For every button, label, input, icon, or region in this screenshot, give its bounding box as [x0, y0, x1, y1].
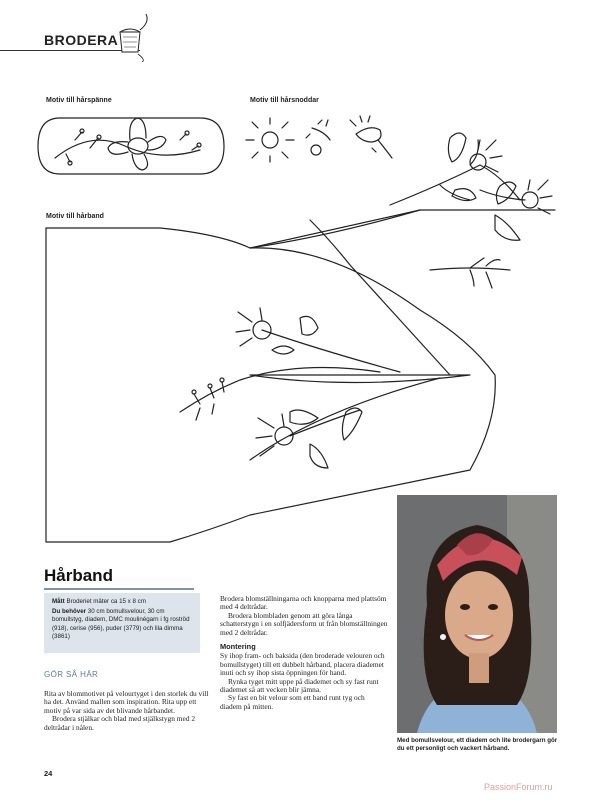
headband-photo: [397, 495, 557, 733]
caption-hair-clip: Motiv till hårspänne: [46, 97, 112, 104]
paragraph: Rynka tyget mitt uppe på diademet och sy fast runt diademet så att vecken blir jämna.: [220, 676, 379, 695]
instructions-column-1: [44, 690, 212, 732]
article-title: Hårband: [44, 566, 113, 585]
watermark: PassionForum.ru: [484, 782, 553, 792]
hair-tie-motifs: [246, 116, 392, 162]
section-label: BRODERA: [44, 32, 119, 48]
assembly-heading: Montering: [220, 642, 256, 652]
paragraph: Rita av blommotivet på velourtyget i den storlek du vill ha det. Använd mallen som inspiration. Rita upp ett motiv på var sida av det blivande hårbandet.: [44, 689, 209, 715]
instructions-column-2: [220, 595, 388, 711]
materials-infobox: [44, 593, 200, 653]
paragraph: Brodera stjälkar och blad med stjälkstygn med 2 deltrådar i nålen.: [44, 714, 196, 732]
size-label: Mått: [52, 598, 65, 605]
paragraph: Brodera blombladen genom att göra långa schatterstygn i en solfjädersform ut från blomställningen med 2 deltrådar.: [220, 610, 388, 637]
needs-label: Du behöver: [52, 608, 87, 616]
title-underline: [44, 588, 194, 590]
size-row: [52, 598, 192, 606]
needs-row: [52, 608, 192, 641]
paragraph: Sy fast en bit velour som ett band runt tyg och diadem på mitten.: [220, 693, 365, 711]
paragraph: Brodera blomställningarna och knopparna med plattsöm med 4 deltrådar.: [220, 594, 387, 612]
hair-clip-motif: [38, 118, 224, 174]
flower-branch-middle: [236, 308, 400, 372]
howto-heading: GÖR SÅ HÄR: [44, 670, 99, 679]
paragraph: Sy ihop fram- och baksida (den broderade velouren och bomullstyget) till ett dubbelt hårband, placera diademet inuti och sy ihop sista öppningen för hand.: [220, 651, 385, 678]
photo-caption: Med bomullsvelour, ett diadem och lite brodergarn gör du ett personligt och vackert hårband.: [397, 737, 558, 752]
size-text: Broderiet mäter ca 15 x 8 cm: [66, 598, 146, 605]
needs-text: 30 cm bomullsvelour, 30 cm bomullstyg, diadem, DMC moulinégarn i fg roströd (918), cerise (956), puder (3779) och lila dimma (3861): [52, 608, 190, 640]
caption-headband: Motiv till hårband: [46, 213, 104, 220]
page-number: 24: [44, 769, 53, 778]
headband-outline: [46, 210, 555, 542]
caption-hair-ties: Motiv till hårsnoddar: [250, 97, 319, 104]
